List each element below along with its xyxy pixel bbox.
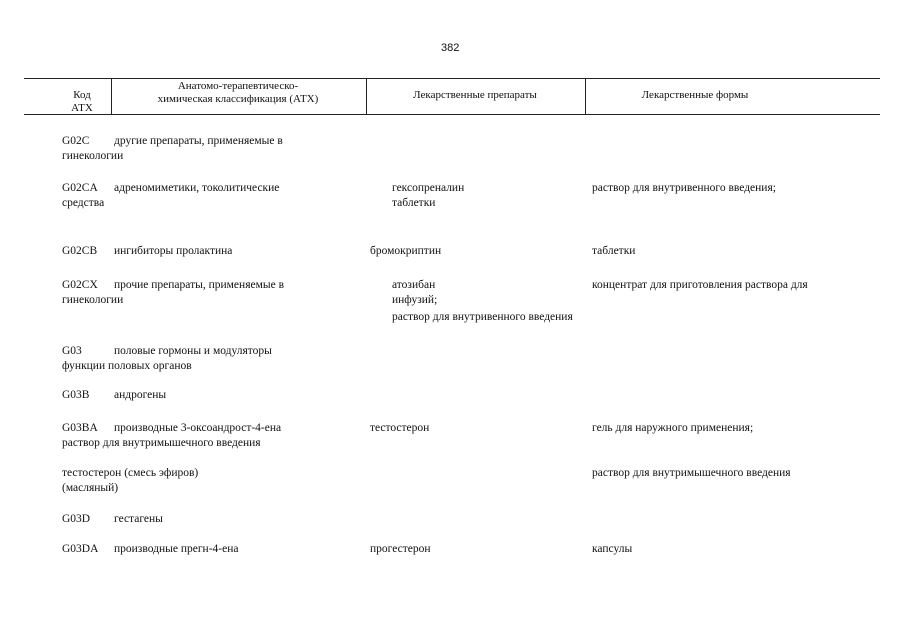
column-divider <box>366 78 367 115</box>
header-bottom-rule <box>24 114 880 115</box>
row-name: ингибиторы пролактина <box>114 245 233 257</box>
row-name: половые гормоны и модуляторы <box>114 345 272 357</box>
row-code: G03DA <box>62 543 99 555</box>
column-divider <box>111 78 112 115</box>
row-code: G02CB <box>62 245 98 257</box>
drug-name: бромокриптин <box>370 245 442 257</box>
drug-form: таблетки <box>392 197 436 209</box>
row-code: G02C <box>62 135 90 147</box>
row-name: прочие препараты, применяемые в <box>114 279 285 291</box>
drug-name: прогестерон <box>370 543 431 555</box>
drug-form: инфузий; <box>392 294 438 306</box>
header-code: Код АТХ <box>71 89 93 114</box>
dosage-form: раствор для внутримышечного введения <box>592 467 791 479</box>
drug-name: тестостерон <box>370 422 430 434</box>
dosage-form: концентрат для приготовления раствора для <box>592 279 808 291</box>
dosage-form: капсулы <box>592 543 633 555</box>
drug-name-cont: (масляный) <box>62 482 119 494</box>
row-name-cont: средства <box>62 197 105 209</box>
header-classification: Анатомо-терапевтическо- химическая классификация (АТХ) <box>157 80 319 105</box>
row-name: производные прегн-4-ена <box>114 543 239 555</box>
row-code: G03BA <box>62 422 98 434</box>
row-code: G03D <box>62 513 91 525</box>
row-name: адреномиметики, токолитические <box>114 182 280 194</box>
row-name: гестагены <box>114 513 163 525</box>
row-name: андрогены <box>114 389 167 401</box>
row-code: G03 <box>62 345 82 357</box>
drug-name: тестостерон (смесь эфиров) <box>62 467 199 479</box>
header-top-rule <box>24 78 880 79</box>
row-name: производные 3-оксоандрост-4-ена <box>114 422 282 434</box>
row-name-cont: гинекологии <box>62 294 124 306</box>
drug-form: раствор для внутривенного введения <box>392 311 573 323</box>
column-divider <box>585 78 586 115</box>
row-name-cont: функции половых органов <box>62 360 192 372</box>
dosage-form: раствор для внутривенного введения; <box>592 182 776 194</box>
row-code: G02CA <box>62 182 98 194</box>
page-number: 382 <box>441 42 460 54</box>
row-code: G03B <box>62 389 90 401</box>
header-forms: Лекарственные формы <box>641 89 749 101</box>
row-name-cont: раствор для внутримышечного введения <box>62 437 261 449</box>
row-name: другие препараты, применяемые в <box>114 135 283 147</box>
dosage-form: таблетки <box>592 245 636 257</box>
header-drugs: Лекарственные препараты <box>413 89 537 101</box>
dosage-form: гель для наружного применения; <box>592 422 754 434</box>
row-name-cont: гинекологии <box>62 150 124 162</box>
row-code: G02CX <box>62 279 98 291</box>
drug-name: атозибан <box>392 279 436 291</box>
drug-name: гексопреналин <box>392 182 465 194</box>
